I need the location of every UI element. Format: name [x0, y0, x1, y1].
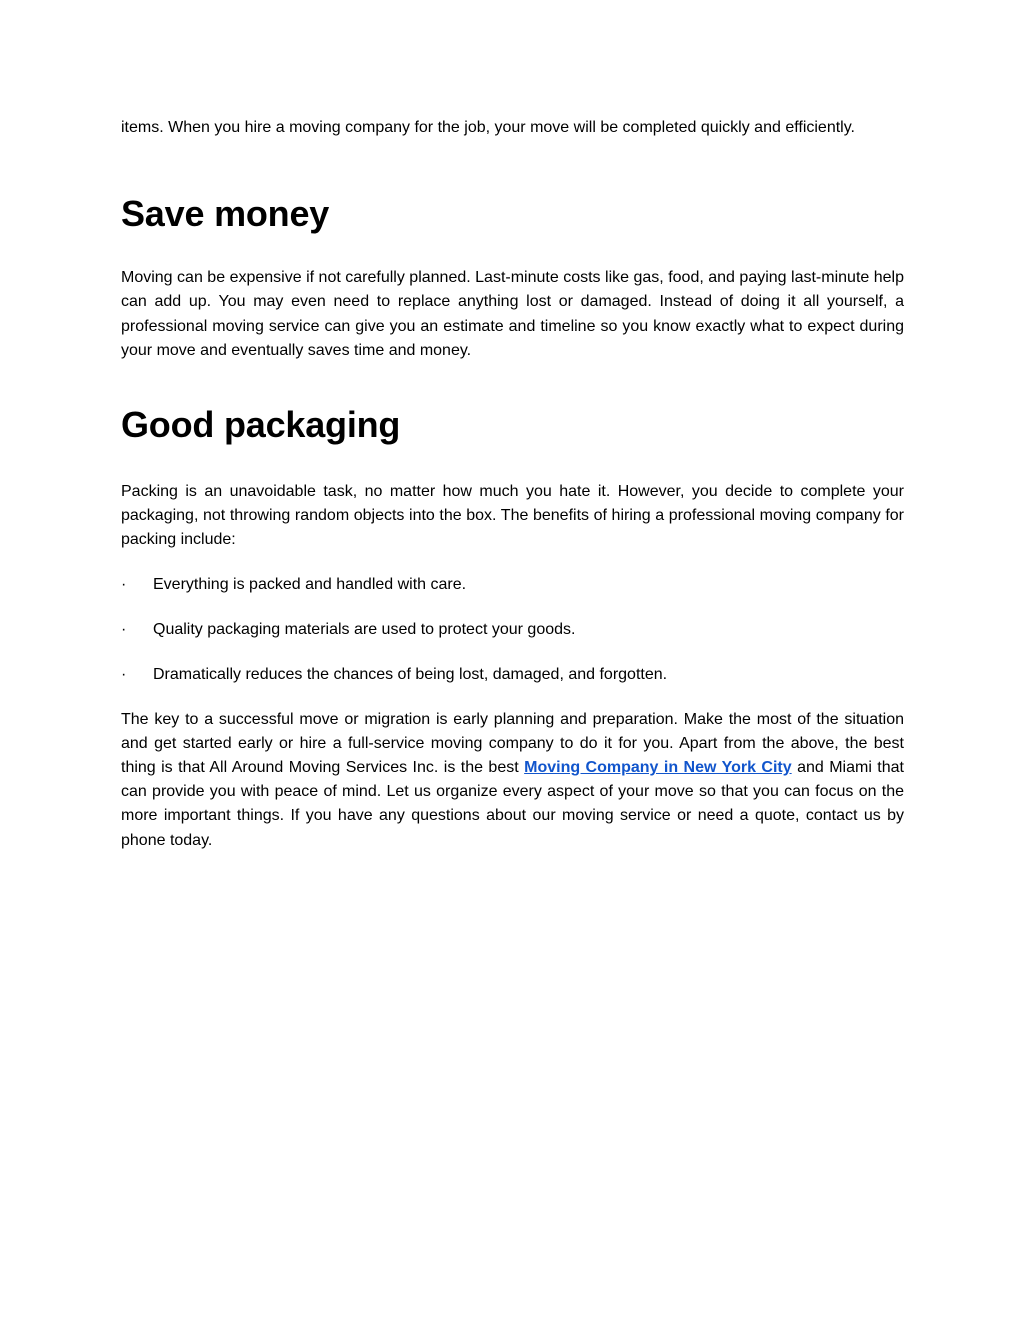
good-packaging-paragraph: Packing is an unavoidable task, no matter how much you hate it. However, you decide to complete your packaging, not throwing random objects into the box. The benefits of hiring a professional moving company for packing include:: [121, 483, 904, 549]
list-item-text: Everything is packed and handled with care.: [153, 575, 467, 593]
bullet-icon: ·: [121, 620, 127, 638]
save-money-paragraph: Moving can be expensive if not carefully planned. Last-minute costs like gas, food, and paying last-minute help can add up. You may even need to replace anything lost or damaged. Instead of doing it all yourself, a professional moving service can give you an estimate and timeline so you know exactly what to expect during your move and eventually saves time and money.: [121, 269, 904, 359]
list-item-text: Quality packaging materials are used to protect your goods.: [153, 620, 576, 638]
bullet-icon: ·: [121, 575, 127, 593]
moving-company-nyc-link[interactable]: Moving Company in New York City: [524, 759, 792, 777]
bullet-icon: ·: [121, 665, 127, 683]
save-money-heading: Save money: [121, 193, 330, 235]
list-item: [121, 663, 904, 687]
list-item: [121, 573, 904, 597]
list-item: [121, 618, 904, 642]
intro-paragraph: items. When you hire a moving company for the job, your move will be completed quickly and efficiently.: [121, 119, 855, 136]
document-page: [121, 116, 904, 853]
closing-paragraph: [121, 708, 904, 853]
good-packaging-heading: Good packaging: [121, 404, 401, 446]
closing-text-after-link: and Miami that can provide you with peace of mind. Let us organize every aspect of your move so that you can focus on the more important things. If you have any questions about our moving service or need a quote, contact us by phone today.: [121, 759, 904, 849]
benefits-list: [121, 573, 904, 687]
list-item-text: Dramatically reduces the chances of being lost, damaged, and forgotten.: [153, 665, 668, 683]
closing-text-before-link: The key to a successful move or migration is early planning and preparation. Make the most of the situation and get started early or hire a full-service moving company to do it for you. Apart from the above, the best thing is that All Around Moving Services Inc. is the best: [121, 710, 904, 777]
